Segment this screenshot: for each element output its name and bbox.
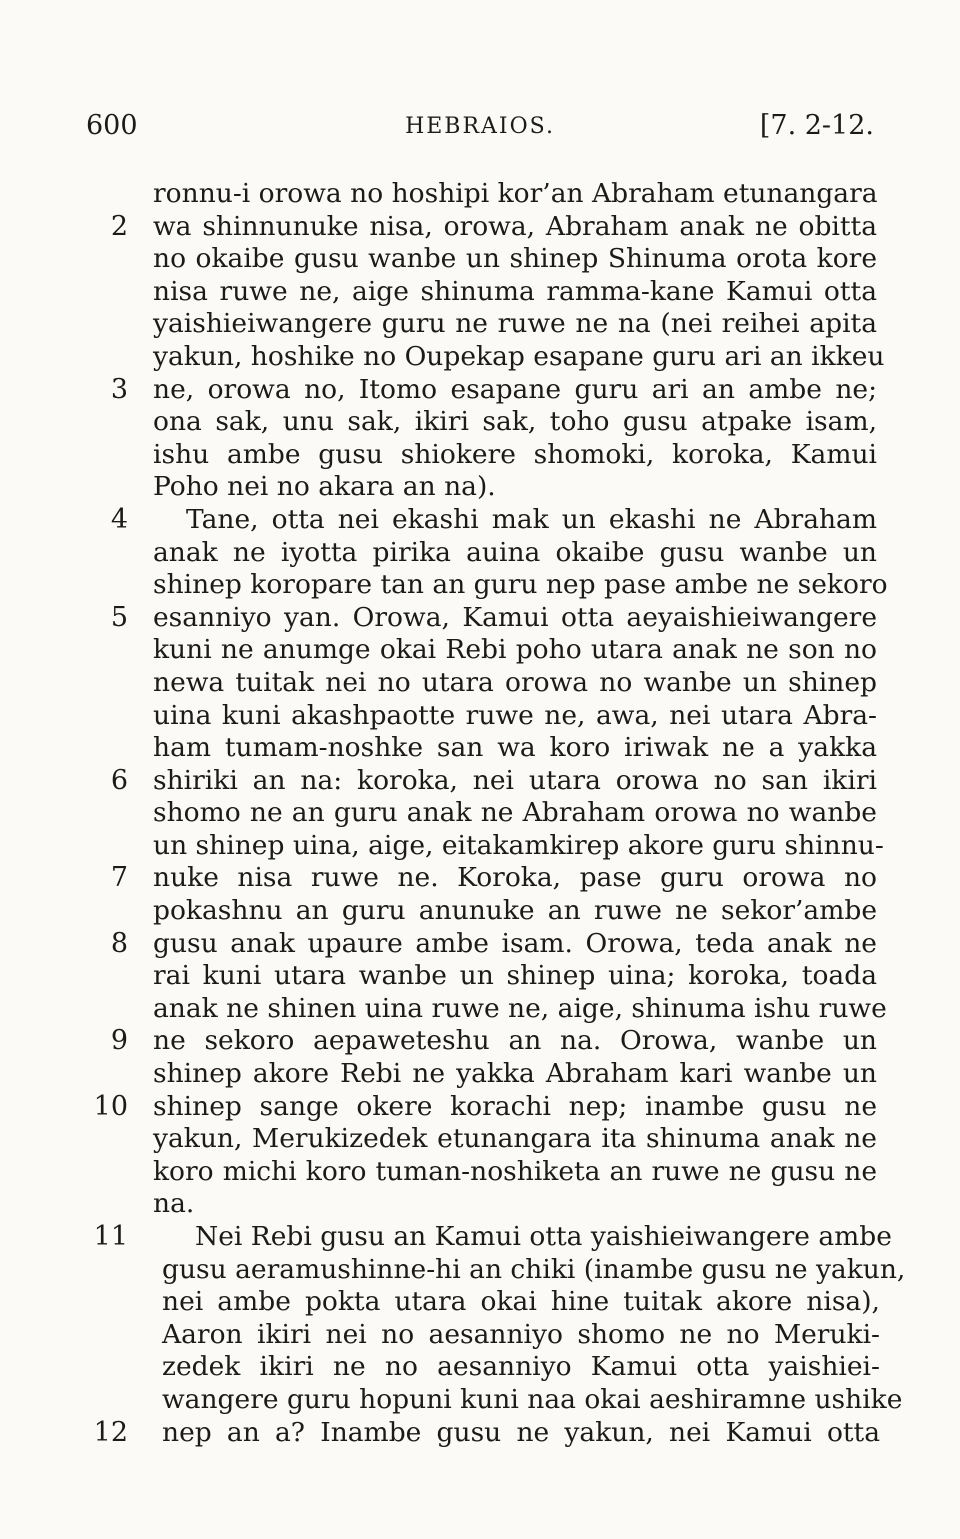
line-text: yakun, hoshike no Oupekap esapane guru ari an ikkeu [153,340,885,372]
line-text: shinep akore Rebi ne yakka Abraham kari wanbe un [153,1058,877,1090]
text-body [0,178,960,1449]
text-line [0,276,960,309]
text-line [0,993,960,1026]
text-line [0,862,960,895]
line-text: nep an a? Inambe gusu ne yakun, nei Kamui otta [162,1416,880,1448]
text-line [0,928,960,961]
text-line [0,406,960,439]
verse-number: 10 [93,1090,128,1122]
line-text: no okaibe gusu wanbe un shinep Shinuma orota kore [153,243,877,275]
line-text: un shinep uina, aige, eitakamkirep akore guru shinnu- [153,829,884,861]
line-text: pokashnu an guru anunuke an ruwe ne sekor’ambe [153,895,877,927]
line-text: uina kuni akashpaotte ruwe ne, awa, nei utara Abra- [153,699,877,731]
line-text: shinep koropare tan an guru nep pase ambe ne sekoro [153,569,888,601]
text-line [0,1417,960,1450]
text-line [0,1351,960,1384]
line-text: Tane, otta nei ekashi mak un ekashi ne Abraham [186,503,877,535]
line-text: wa shinnunuke nisa, orowa, Abraham anak ne obitta [153,210,877,242]
line-text: kuni ne anumge okai Rebi poho utara anak ne son no [153,634,877,666]
line-text: yakun, Merukizedek etunangara ita shinuma anak ne [153,1123,877,1155]
line-text: anak ne iyotta pirika auina okaibe gusu wanbe un [153,536,877,568]
text-line [0,504,960,537]
verse-number: 2 [110,210,128,242]
text-line [0,700,960,733]
text-line [0,732,960,765]
running-header [86,110,874,150]
line-text: shiriki an na: koroka, nei utara orowa no san ikiri [153,764,877,796]
text-line [0,765,960,798]
line-text: nisa ruwe ne, aige shinuma ramma-kane Kamui otta [153,275,877,307]
text-line [0,1188,960,1221]
text-line [0,1091,960,1124]
line-text: zedek ikiri ne no aesanniyo Kamui otta yaishiei- [162,1351,880,1383]
line-text: Nei Rebi gusu an Kamui otta yaishieiwangere ambe [195,1221,892,1252]
verse-number: 8 [110,927,128,959]
text-line [0,374,960,407]
text-line [0,1058,960,1091]
line-text: anak ne shinen uina ruwe ne, aige, shinuma ishu ruwe [153,992,887,1024]
text-line [0,1025,960,1058]
text-line [0,308,960,341]
text-line [0,960,960,993]
verse-number: 12 [93,1416,128,1448]
text-line [0,797,960,830]
text-line [0,243,960,276]
text-line [0,1384,960,1417]
text-line [0,471,960,504]
text-line [0,667,960,700]
text-line [0,178,960,211]
line-text: ishu ambe gusu shiokere shomoki, koroka, Kamui [153,438,877,470]
verse-number: 4 [110,503,128,535]
line-text: Aaron ikiri nei no aesanniyo shomo ne no Meruki- [162,1318,880,1350]
text-line [0,830,960,863]
line-text: koro michi koro tuman-noshiketa an ruwe ne gusu ne [153,1155,877,1187]
text-line [0,1123,960,1156]
text-line [0,602,960,635]
line-text: shinep sange okere korachi nep; inambe gusu ne [153,1090,877,1122]
line-text: esanniyo yan. Orowa, Kamui otta aeyaishieiwangere [153,601,877,633]
line-text: ne, orowa no, Itomo esapane guru ari an ambe ne; [153,373,877,405]
line-text: ona sak, unu sak, ikiri sak, toho gusu atpake isam, [153,406,877,438]
line-text: nei ambe pokta utara okai hine tuitak akore nisa), [162,1286,880,1318]
page-number: 600 [86,110,138,141]
line-text: na. [153,1188,195,1220]
verse-number: 6 [110,764,128,796]
line-text: shomo ne an guru anak ne Abraham orowa no wanbe [153,797,877,829]
text-line [0,1286,960,1319]
text-line [0,1156,960,1189]
verse-number: 5 [110,601,128,633]
text-line [0,569,960,602]
text-line [0,1221,960,1254]
text-line [0,634,960,667]
line-text: gusu aeramushinne-hi an chiki (inambe gusu ne yakun, [162,1253,906,1285]
line-text: Poho nei no akara an na). [153,471,496,503]
line-text: nuke nisa ruwe ne. Koroka, pase guru orowa no [153,862,877,894]
line-text: gusu anak upaure ambe isam. Orowa, teda anak ne [153,927,877,959]
verse-number: 3 [110,373,128,405]
verse-number: 7 [110,862,128,894]
line-text: wangere guru hopuni kuni naa okai aeshiramne ushike [162,1383,903,1415]
text-line [0,895,960,928]
verse-number: 11 [93,1221,128,1252]
text-line [0,1319,960,1352]
line-text: yaishieiwangere guru ne ruwe ne na (nei reihei apita [153,308,877,340]
line-text: ham tumam-noshke san wa koro iriwak ne a yakka [153,732,877,764]
verse-number: 9 [110,1025,128,1057]
line-text: ne sekoro aepaweteshu an na. Orowa, wanbe un [153,1025,877,1057]
line-text: ronnu-i orowa no hoshipi kor’an Abraham etunangara [153,178,878,209]
text-line [0,537,960,570]
text-line [0,439,960,472]
line-text: rai kuni utara wanbe un shinep uina; koroka, toada [153,960,877,992]
text-line [0,1254,960,1287]
text-line [0,341,960,374]
text-line [0,211,960,244]
chapter-verse-reference: [7. 2-12. [759,110,874,141]
running-title: HEBRAIOS. [405,114,555,139]
line-text: newa tuitak nei no utara orowa no wanbe un shinep [153,666,877,698]
